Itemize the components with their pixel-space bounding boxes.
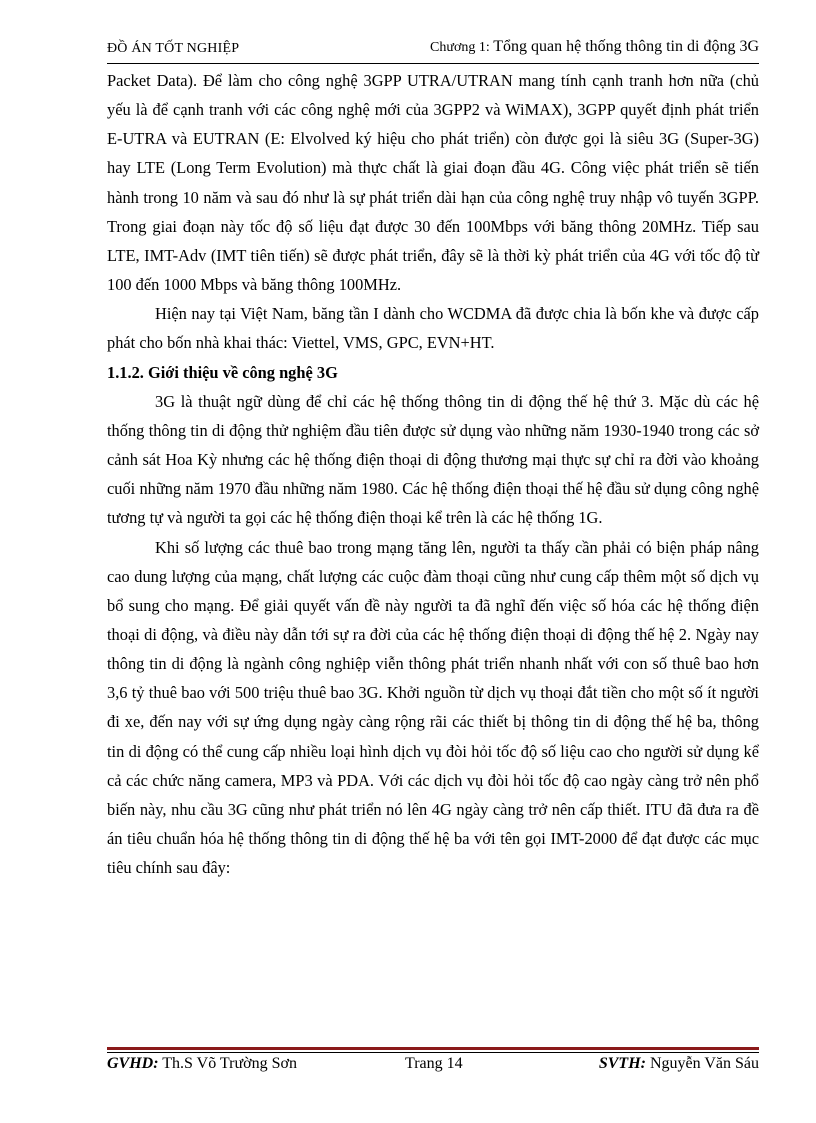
paragraph-subscriber-growth: Khi số lượng các thuê bao trong mạng tăng lên, người ta thấy cần phải có biện pháp nâng cao dung lượng của mạng, chất lượng các cuộc đàm thoại cũng như cung cấp thêm một số dịch vụ bổ sung cho mạng. Để giải quyết vấn đề này người ta đã nghĩ đến việc số hóa các hệ thống điện thoại di động, và điều này dẫn tới sự ra đời của các hệ thống điện thoại di động thế hệ 2. Ngày nay thông tin di động là ngành công nghiệp viễn thông phát triển nhanh nhất với con số thuê bao hơn 3,6 tỷ thuê bao với 500 triệu thuê bao 3G. Khởi nguồn từ dịch vụ thoại đắt tiền cho một số ít người đi xe, đến nay với sự ứng dụng ngày càng rộng rãi các thiết bị thông tin di động thế hệ ba, thông tin di động có thể cung cấp nhiều loại hình dịch vụ đòi hỏi tốc độ số liệu cao cho người sử dụng kể cả các chức năng camera, MP3 và PDA. Với các dịch vụ đòi hỏi tốc độ cao ngày càng trở nên phổ biến này, nhu cầu 3G cũng như phát triển nó lên 4G ngày càng trở nên cấp thiết. ITU đã đưa ra đề án tiêu chuẩn hóa hệ thống thông tin di động thế hệ ba với tên gọi IMT-2000 để đạt được các mục tiêu chính sau đây: [107,537,759,878]
chapter-title [430,38,759,56]
page-footer [107,1055,759,1079]
advisor-label: GVHD: [107,1055,159,1072]
student-label: SVTH: [598,1055,646,1072]
paragraph-3g-definition: 3G là thuật ngữ dùng để chỉ các hệ thống thông tin di động thế hệ thứ 3. Mặc dù các hệ thống thông tin di động thử nghiệm đầu tiên được sử dụng vào những năm 1930-1940 trong các sở cảnh sát Hoa Kỳ nhưng các hệ thống điện thoại di động thương mại thực sự chỉ ra đời vào khoảng cuối những năm 1970 đầu những năm 1980. Các hệ thống điện thoại thế hệ đầu sử dụng công nghệ tương tự và người ta gọi các hệ thống điện thoại kể trên là các hệ thống 1G. [107,391,759,528]
student-name: Nguyễn Văn Sáu [645,1055,759,1072]
paragraph-vietnam-spectrum: Hiện nay tại Việt Nam, băng tần I dành cho WCDMA đã được chia là bốn khe và được cấp phát cho bốn nhà khai thác: Viettel, VMS, GPC, EVN+HT. [107,304,759,353]
page-content [107,66,759,882]
header-divider [107,63,759,64]
chapter-name: Tổng quan hệ thống thông tin di động 3G [493,38,759,55]
chapter-prefix: Chương 1: [430,40,494,55]
advisor-name: Th.S Võ Trường Sơn [158,1055,297,1072]
student [599,1055,759,1073]
page-number: Trang 14 [405,1055,463,1072]
document-type: ĐỒ ÁN TỐT NGHIỆP [107,41,240,56]
paragraph-lte-evolution: Packet Data). Để làm cho công nghệ 3GPP UTRA/UTRAN mang tính cạnh tranh hơn nữa (chủ yếu là để cạnh tranh với các công nghệ mới của 3GPP2 và WiMAX), 3GPP quyết định phát triển E-UTRA và EUTRAN (E: Elvolved ký hiệu cho phát triển) còn được gọi là siêu 3G (Super-3G) hay LTE (Long Term Evolution) mà thực chất là giai đoạn đầu 4G. Công việc phát triển sẽ tiến hành trong 10 năm và sau đó như là sự phát triển dài hạn của công nghệ truy nhập vô tuyến 3GPP. Trong giai đoạn này tốc độ số liệu đạt được 30 đến 100Mbps với băng thông 20MHz. Tiếp sau LTE, IMT-Adv (IMT tiên tiến) sẽ được phát triển, đây sẽ là thời kỳ phát triển của 4G với tốc độ từ 100 đến 1000 Mbps và băng thông 100MHz. [107,71,759,295]
section-heading: 1.1.2. Giới thiệu về công nghệ 3G [107,362,338,382]
page-header [107,38,759,62]
footer-divider-red [107,1047,759,1050]
advisor [107,1055,297,1073]
footer-divider-black [107,1052,759,1053]
